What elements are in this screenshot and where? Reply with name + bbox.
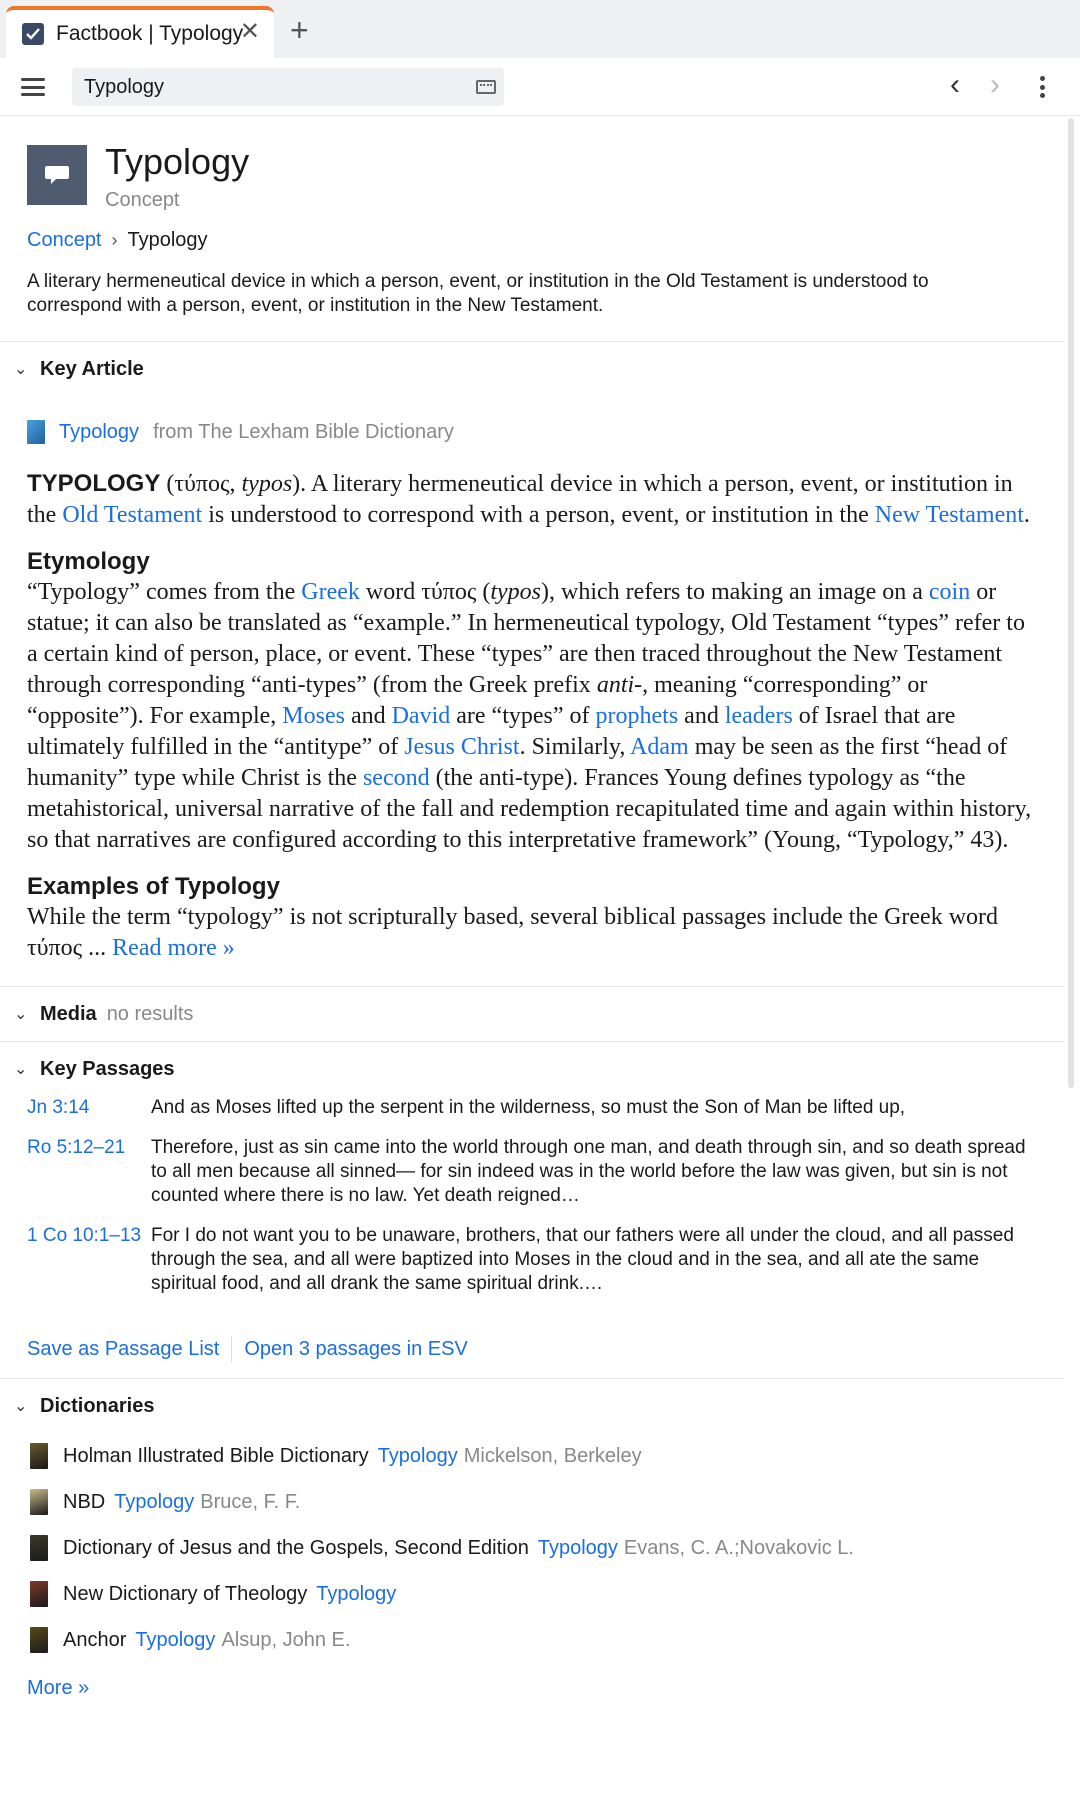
toolbar bbox=[0, 58, 1080, 116]
speech-bubble-icon bbox=[27, 145, 87, 205]
passage-ref[interactable]: Jn 3:14 bbox=[27, 1097, 90, 1118]
search-box bbox=[72, 68, 504, 106]
key-passages-header[interactable] bbox=[0, 1042, 1064, 1096]
dictionary-author: Bruce, F. F. bbox=[200, 1490, 301, 1513]
article-source-from: from The Lexham Bible Dictionary bbox=[153, 420, 454, 443]
key-article-section bbox=[0, 342, 1064, 987]
tab-strip bbox=[0, 0, 1080, 58]
dictionary-item bbox=[0, 1617, 1064, 1663]
dictionary-item bbox=[0, 1525, 1064, 1571]
passage-text: Therefore, just as sin came into the world through one man, and death through sin, and so death spread to all men because all sinned— for sin indeed was in the world before the law was given, but sin is not counted where there is no law. Yet death reigned… bbox=[151, 1137, 1026, 1206]
divider bbox=[231, 1336, 232, 1362]
book-cover-icon bbox=[30, 1489, 48, 1515]
dictionary-title: NBD bbox=[63, 1490, 106, 1513]
passage-item bbox=[0, 1096, 1064, 1120]
menu-icon[interactable] bbox=[21, 78, 45, 96]
article-paragraph: While the term “typology” is not scripturally based, several biblical passages include the Greek word τύπος ... Read more » bbox=[27, 904, 999, 961]
factbook-content bbox=[0, 117, 1064, 1700]
breadcrumb bbox=[27, 229, 208, 252]
examples-heading: Examples of Typology bbox=[27, 873, 280, 900]
book-cover-icon bbox=[30, 1581, 48, 1607]
key-article-header[interactable] bbox=[0, 342, 1064, 396]
section-title: Key Article bbox=[40, 357, 144, 380]
dictionary-item bbox=[0, 1433, 1064, 1479]
link-old-testament[interactable]: Old Testament bbox=[62, 502, 203, 528]
section-title: Media bbox=[40, 1002, 97, 1025]
book-cover-icon bbox=[27, 420, 45, 444]
search-input[interactable] bbox=[84, 68, 454, 106]
read-more-link[interactable]: Read more » bbox=[112, 935, 235, 961]
breadcrumb-current: Typology bbox=[127, 229, 208, 251]
media-note: no results bbox=[106, 1002, 194, 1025]
keyboard-icon[interactable] bbox=[476, 80, 496, 94]
dictionary-author: Mickelson, Berkeley bbox=[463, 1444, 642, 1467]
link-prophets[interactable]: prophets bbox=[595, 703, 679, 729]
dictionaries-header[interactable] bbox=[0, 1379, 1064, 1433]
chevron-down-icon: ⌄ bbox=[14, 1061, 28, 1078]
tab-title: Factbook | Typology bbox=[56, 22, 244, 45]
breadcrumb-concept[interactable]: Concept bbox=[27, 229, 102, 251]
passage-ref[interactable]: 1 Co 10:1–13 bbox=[27, 1225, 142, 1246]
article-paragraph: “Typology” comes from the Greek word τύπος (typos), which refers to making an image on a coin or statue; it can also be translated as “example.” In hermeneutical typology, Old Testament “types” refer to a certain kind of person, place, or event. These “types” are then traced throughout the New Testament through corresponding “anti-types” (from the Greek prefix anti-, meaning “corresponding” or “opposite”). For example, Moses and David are “types” of prophets and leaders of Israel that are ultimately fulfilled in the “antitype” of Jesus Christ. Similarly, Adam may be seen as the first “head of humanity” type while Christ is the second (the anti-type). Frances Young defines typology as “the metahistorical, universal narrative of the fall and redemption recapitulated time and again within history, so that narratives are configured according to this interpretative framework” (Young, “Typology,” 43). bbox=[27, 579, 1032, 853]
chevron-down-icon: ⌄ bbox=[14, 1398, 28, 1415]
media-section bbox=[0, 987, 1064, 1042]
dictionary-article-link[interactable]: Typology bbox=[377, 1444, 458, 1467]
save-passage-list-button[interactable]: Save as Passage List bbox=[27, 1337, 220, 1360]
passage-text: For I do not want you to be unaware, brothers, that our fathers were all under the cloud, and all passed through the sea, and all were baptized into Moses in the cloud and in the sea, and all ate the same spiritual food, and all drank the same spiritual drink.… bbox=[151, 1225, 1014, 1294]
etymology-heading: Etymology bbox=[27, 548, 150, 575]
section-title: Dictionaries bbox=[40, 1394, 155, 1417]
link-coin[interactable]: coin bbox=[928, 579, 971, 605]
open-passages-button[interactable]: Open 3 passages in ESV bbox=[244, 1337, 468, 1360]
book-cover-icon bbox=[30, 1627, 48, 1653]
link-adam[interactable]: Adam bbox=[630, 734, 689, 760]
new-tab-button[interactable]: + bbox=[290, 12, 309, 48]
dictionary-article-link[interactable]: Typology bbox=[537, 1536, 618, 1559]
passage-text: And as Moses lifted up the serpent in the wilderness, so must the Son of Man be lifted up, bbox=[151, 1097, 906, 1118]
media-header[interactable] bbox=[0, 987, 1064, 1041]
scrollbar[interactable] bbox=[1068, 118, 1074, 1088]
more-options-icon[interactable] bbox=[1040, 76, 1046, 98]
article-body bbox=[0, 462, 1064, 964]
passage-item bbox=[0, 1136, 1064, 1208]
link-greek[interactable]: Greek bbox=[301, 579, 360, 605]
dictionary-article-link[interactable]: Typology bbox=[114, 1490, 195, 1513]
dictionary-author: Evans, C. A.;Novakovic L. bbox=[623, 1536, 854, 1559]
page-subtitle: Concept bbox=[105, 189, 180, 211]
article-paragraph: TYPOLOGY (τύπος, typos). A literary hermeneutical device in which a person, event, or institution in the Old Testament is understood to correspond with a person, event, or institution in the New Testament. bbox=[27, 470, 1030, 528]
dictionary-title: New Dictionary of Theology bbox=[63, 1582, 308, 1605]
link-leaders[interactable]: leaders bbox=[724, 703, 793, 729]
chevron-down-icon: ⌄ bbox=[14, 1006, 28, 1023]
topic-header bbox=[0, 117, 1064, 342]
book-cover-icon bbox=[30, 1535, 48, 1561]
passage-actions bbox=[0, 1312, 1064, 1362]
dictionary-item bbox=[0, 1479, 1064, 1525]
topic-description: A literary hermeneutical device in which a person, event, or institution in the Old Testament is understood to correspond with a person, event, or institution in the New Testament. bbox=[27, 271, 929, 316]
forward-icon[interactable]: › bbox=[990, 68, 1000, 101]
link-david[interactable]: David bbox=[391, 703, 451, 729]
dictionary-title: Dictionary of Jesus and the Gospels, Second Edition bbox=[63, 1536, 529, 1559]
link-jesus-christ[interactable]: Jesus Christ bbox=[404, 734, 520, 760]
article-source bbox=[0, 402, 1064, 462]
back-icon[interactable]: ‹ bbox=[950, 68, 960, 101]
factbook-icon bbox=[22, 23, 44, 45]
book-cover-icon bbox=[30, 1443, 48, 1469]
dictionaries-section bbox=[0, 1379, 1064, 1700]
passage-item bbox=[0, 1224, 1064, 1296]
dictionary-article-link[interactable]: Typology bbox=[135, 1628, 216, 1651]
dictionary-item bbox=[0, 1571, 1064, 1617]
dictionary-author: Alsup, John E. bbox=[221, 1628, 351, 1651]
link-second[interactable]: second bbox=[362, 765, 430, 791]
more-container bbox=[0, 1663, 1064, 1700]
link-moses[interactable]: Moses bbox=[282, 703, 345, 729]
chevron-down-icon: ⌄ bbox=[14, 361, 28, 378]
tab-factbook[interactable] bbox=[6, 6, 274, 58]
link-new-testament[interactable]: New Testament bbox=[874, 502, 1024, 528]
article-source-link[interactable]: Typology bbox=[59, 420, 140, 443]
dictionary-article-link[interactable]: Typology bbox=[316, 1582, 397, 1605]
passage-ref[interactable]: Ro 5:12–21 bbox=[27, 1137, 126, 1158]
dictionary-title: Holman Illustrated Bible Dictionary bbox=[63, 1444, 369, 1467]
page-title: Typology bbox=[105, 141, 250, 182]
more-dictionaries-link[interactable]: More » bbox=[27, 1677, 90, 1699]
key-passages-section bbox=[0, 1042, 1064, 1379]
breadcrumb-separator: › bbox=[111, 230, 118, 250]
close-icon[interactable]: ✕ bbox=[239, 18, 260, 45]
dictionary-title: Anchor bbox=[63, 1628, 127, 1651]
section-title: Key Passages bbox=[40, 1057, 175, 1080]
